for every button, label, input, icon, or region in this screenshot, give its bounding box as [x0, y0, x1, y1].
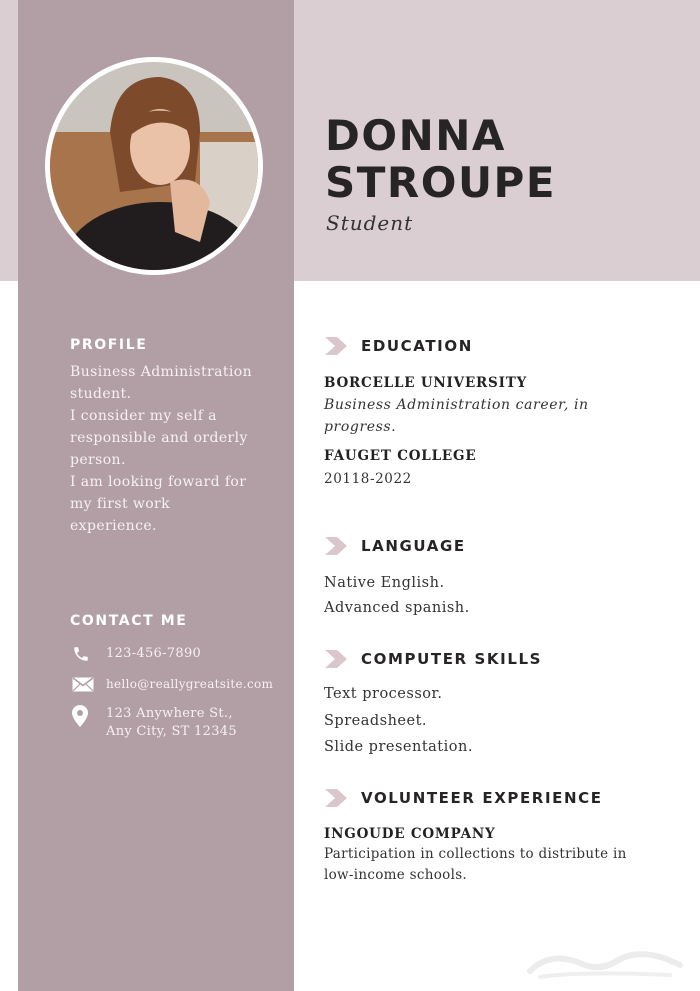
profile-text — [70, 361, 270, 537]
address-line-2: Any City, ST 12345 — [106, 724, 237, 739]
list-item: Advanced spanish. — [324, 600, 470, 616]
contact-heading: CONTACT ME — [70, 613, 188, 629]
volunteer-section-header — [325, 789, 603, 807]
envelope-icon — [72, 675, 98, 693]
education-heading: EDUCATION — [361, 337, 473, 355]
contact-phone — [72, 645, 201, 663]
phone-text[interactable]: 123-456-7890 — [106, 646, 202, 661]
profile-line: responsible and orderly — [70, 430, 248, 446]
profile-line: I am looking foward for — [70, 474, 247, 490]
education-section-header — [325, 337, 473, 355]
school-description-line: Business Administration career, in — [324, 397, 589, 413]
map-pin-icon — [72, 705, 98, 727]
school-description-line: progress. — [324, 419, 397, 435]
phone-icon — [72, 645, 98, 663]
chevron-right-icon — [325, 337, 349, 355]
job-title: Student — [326, 211, 414, 235]
contact-email — [72, 675, 273, 693]
volunteer-description — [324, 844, 627, 886]
skills-section-header — [325, 650, 542, 668]
profile-heading: PROFILE — [70, 337, 148, 353]
list-item: Spreadsheet. — [324, 712, 428, 729]
watermark-logo — [520, 941, 690, 983]
volunteer-description-line: low-income schools. — [324, 867, 468, 883]
school-name: BORCELLE UNIVERSITY — [324, 375, 528, 391]
email-text[interactable]: hello@reallygreatsite.com — [106, 677, 274, 691]
profile-line: my first work — [70, 496, 171, 512]
address-line-1: 123 Anywhere St., — [106, 706, 233, 721]
list-item: Native English. — [324, 575, 445, 591]
first-name: DONNA — [325, 111, 506, 160]
profile-line: student. — [70, 386, 132, 402]
language-list — [324, 571, 470, 621]
profile-line: experience. — [70, 518, 157, 534]
chevron-right-icon — [325, 537, 349, 555]
list-item: Slide presentation. — [324, 739, 473, 755]
profile-line: person. — [70, 452, 126, 468]
list-item: Text processor. — [324, 686, 443, 702]
skills-list — [324, 681, 473, 761]
skills-heading: COMPUTER SKILLS — [361, 650, 543, 668]
profile-line: Business Administration — [70, 364, 253, 380]
portrait-photo — [50, 62, 258, 270]
chevron-right-icon — [325, 789, 349, 807]
language-section-header — [325, 537, 466, 555]
college-name: FAUGET COLLEGE — [324, 448, 477, 464]
candidate-name — [325, 112, 556, 206]
last-name: STROUPE — [325, 158, 557, 207]
volunteer-heading: VOLUNTEER EXPERIENCE — [361, 789, 603, 807]
profile-line: I consider my self a — [70, 408, 217, 424]
college-years: 20118-2022 — [324, 471, 412, 487]
chevron-right-icon — [325, 650, 349, 668]
language-heading: LANGUAGE — [361, 537, 466, 555]
volunteer-description-line: Participation in collections to distribute in — [324, 846, 627, 862]
company-name: INGOUDE COMPANY — [324, 826, 496, 842]
school-description — [324, 394, 589, 438]
avatar — [50, 62, 258, 270]
address-text — [106, 705, 237, 741]
contact-address — [72, 705, 237, 741]
